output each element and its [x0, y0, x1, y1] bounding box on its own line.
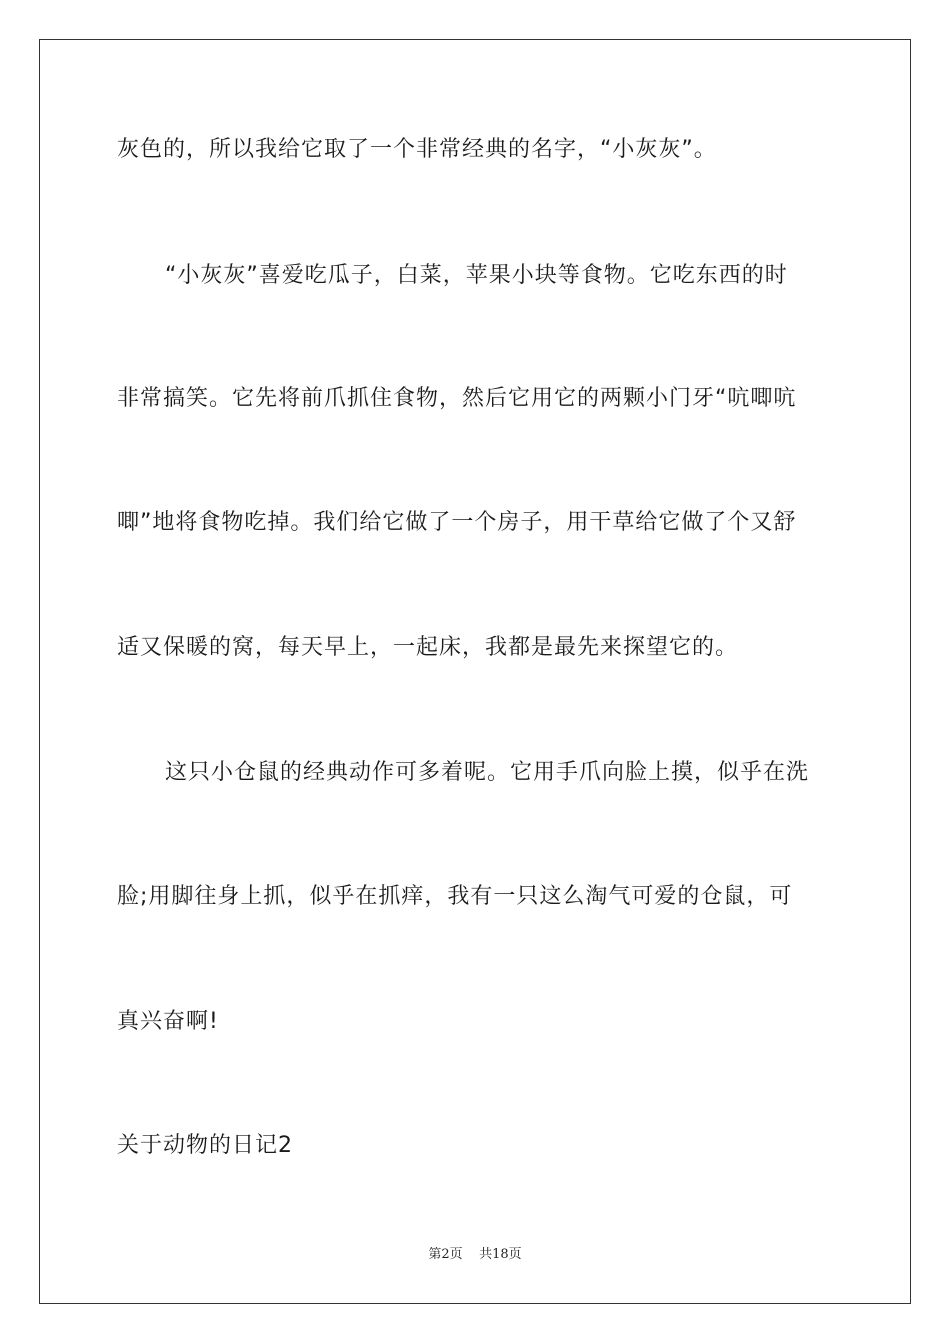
paragraph-line: 适又保暖的窝，每天早上，一起床，我都是最先来探望它的。 — [117, 635, 739, 660]
page-footer — [0, 1246, 950, 1264]
paragraph-line: 真兴奋啊! — [117, 1009, 219, 1034]
paragraph-line: “小灰灰”喜爱吃瓜子，白菜，苹果小块等食物。它吃东西的时 — [165, 263, 788, 288]
page-total: 共18页 — [479, 1247, 522, 1262]
section-heading: 关于动物的日记2 — [117, 1133, 293, 1158]
paragraph-line: 脸;用脚往身上抓，似乎在抓痒，我有一只这么淘气可爱的仓鼠，可 — [117, 884, 793, 909]
paragraph-line: 非常搞笑。它先将前爪抓住食物，然后它用它的两颗小门牙“吭唧吭 — [117, 386, 797, 411]
paragraph-line: 唧”地将食物吃掉。我们给它做了一个房子，用干草给它做了个又舒 — [117, 510, 797, 535]
page-frame — [39, 39, 911, 1304]
paragraph-line: 这只小仓鼠的经典动作可多着呢。它用手爪向脸上摸，似乎在洗 — [165, 760, 810, 785]
paragraph-line: 灰色的，所以我给它取了一个非常经典的名字，“小灰灰”。 — [117, 137, 717, 162]
page-number: 第2页 — [428, 1247, 463, 1262]
